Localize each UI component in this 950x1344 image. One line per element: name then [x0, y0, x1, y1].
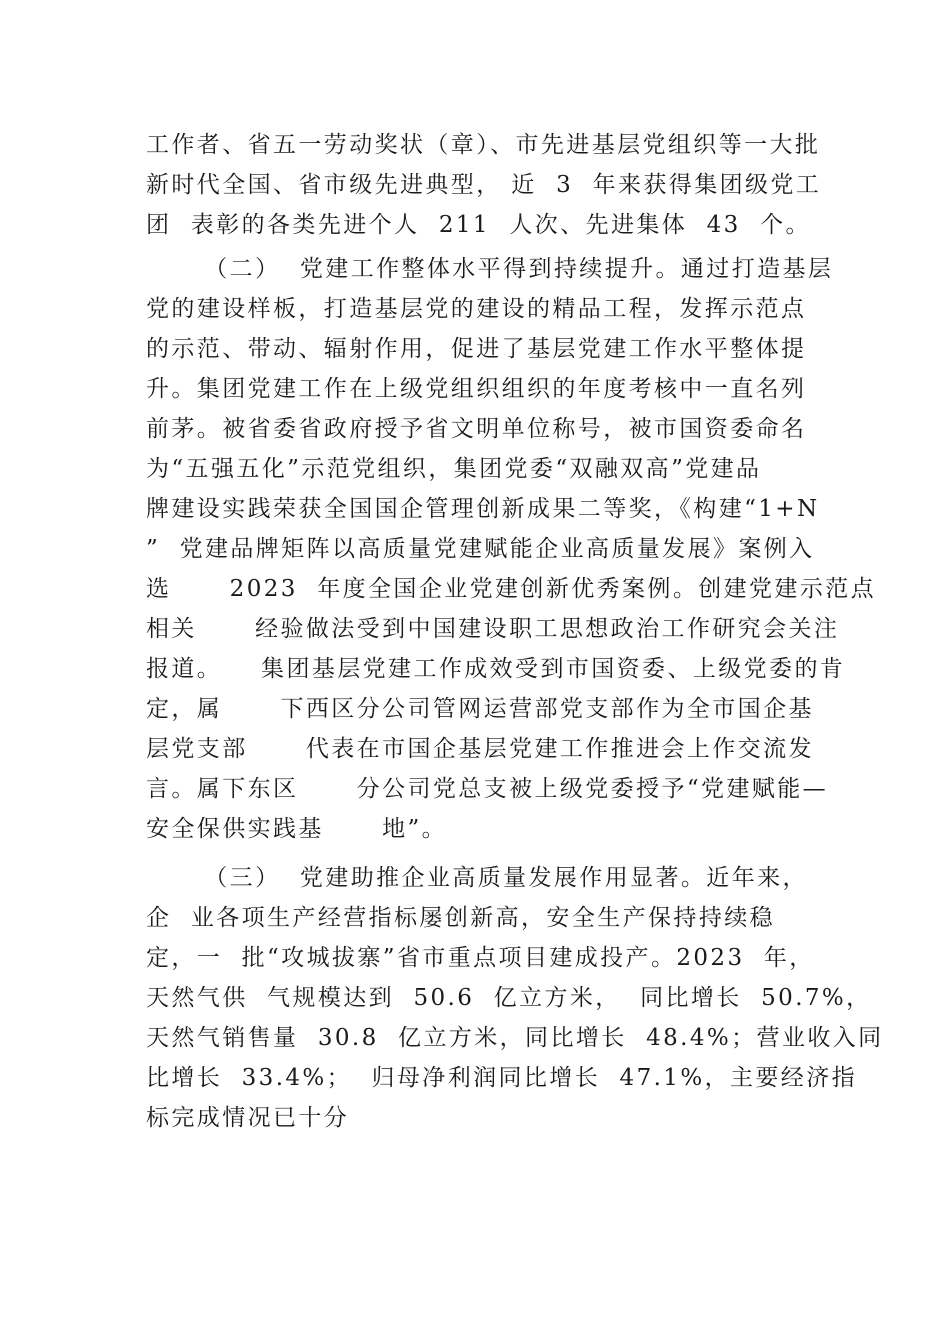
- text-line-7: 升。集团党建工作在上级党组织组织的年度考核中一直名列: [146, 376, 807, 402]
- text-line-8: 前茅。被省委省政府授予省文明单位称号，被市国资委命名: [146, 416, 807, 442]
- text-line-19: （三） 党建助推企业高质量发展作用显著。近年来，: [146, 865, 808, 891]
- text-line-10: 牌建设实践荣获全国国企管理创新成果二等奖，《构建“1+N: [146, 496, 820, 522]
- text-line-20: 企 业各项生产经营指标屡创新高，安全生产保持持续稳: [146, 905, 776, 931]
- text-line-11: ” 党建品牌矩阵以高质量党建赋能企业高质量发展》案例入: [146, 536, 815, 562]
- text-line-24: 比增长 33.4%； 归母净利润同比增长 47.1%，主要经济指: [146, 1065, 857, 1091]
- text-line-5: 党的建设样板，打造基层党的建设的精品工程，发挥示范点: [146, 296, 807, 322]
- text-line-3: 团 表彰的各类先进个人 211 人次、先进集体 43 个。: [146, 212, 811, 238]
- text-line-14: 报道。 集团基层党建工作成效受到市国资委、上级党委的肯: [146, 656, 846, 682]
- text-line-9: 为“五强五化”示范党组织，集团党委“双融双高”党建品: [146, 456, 762, 482]
- text-line-21: 定，一 批“攻城拔寨”省市重点项目建成投产。2023 年，: [146, 945, 815, 971]
- text-line-4: （二） 党建工作整体水平得到持续提升。通过打造基层: [146, 256, 834, 282]
- text-line-12: 选 2023 年度全国企业党建创新优秀案例。创建党建示范点: [146, 576, 877, 602]
- text-line-6: 的示范、带动、辐射作用，促进了基层党建工作水平整体提: [146, 336, 807, 362]
- text-line-18: 安全保供实践基 地”。: [146, 816, 448, 842]
- text-line-25: 标完成情况已十分: [146, 1105, 350, 1131]
- text-line-15: 定，属 下西区分公司管网运营部党支部作为全市国企基: [146, 696, 814, 722]
- text-line-17: 言。属下东区 分公司党总支被上级党委授予“党建赋能—: [146, 776, 829, 802]
- text-line-16: 层党支部 代表在市国企基层党建工作推进会上作交流发: [146, 736, 814, 762]
- text-line-1: 工作者、省五一劳动奖状（章）、市先进基层党组织等一大批: [146, 132, 821, 158]
- text-line-22: 天然气供 气规模达到 50.6 亿立方米， 同比增长 50.7%，: [146, 985, 872, 1011]
- text-line-23: 天然气销售量 30.8 亿立方米，同比增长 48.4%；营业收入同: [146, 1025, 884, 1051]
- text-line-2: 新时代全国、省市级先进典型， 近 3 年来获得集团级党工: [146, 172, 822, 198]
- text-line-13: 相关 经验做法受到中国建设职工思想政治工作研究会关注: [146, 616, 840, 642]
